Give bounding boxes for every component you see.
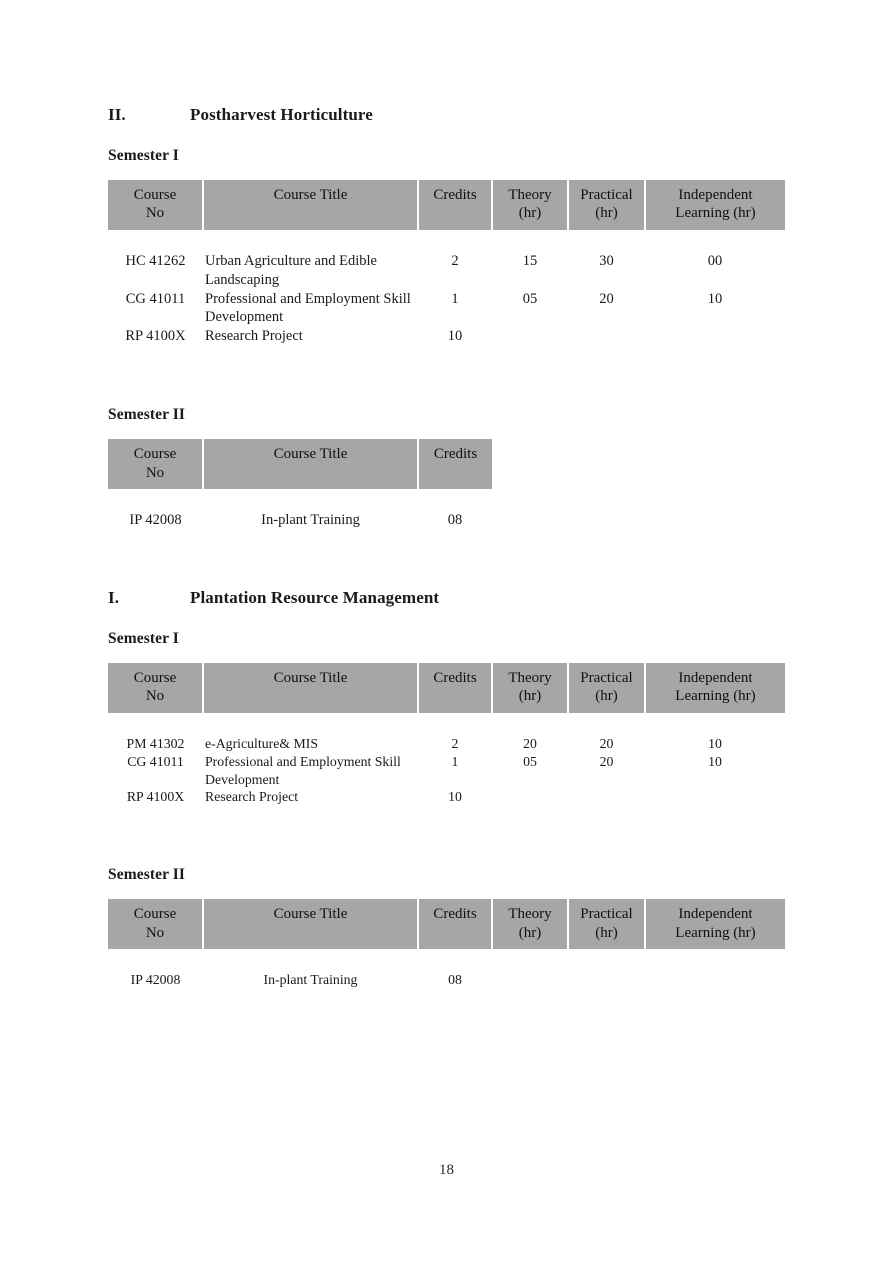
table-spacer-row — [108, 949, 785, 971]
section-numeral: II. — [108, 105, 126, 124]
cell-theory: 05 — [492, 290, 568, 328]
section-numeral: I. — [108, 587, 120, 607]
cell-course-title: Professional and Employment Skill Development — [203, 753, 418, 789]
cell-course-no: IP 42008 — [108, 971, 203, 989]
table-spacer-row — [108, 230, 785, 252]
column-header-theory: Theory (hr) — [492, 899, 568, 949]
table-row — [108, 511, 492, 530]
page-content — [108, 105, 785, 989]
table-spacer-row — [108, 713, 785, 735]
cell-credits: 1 — [418, 290, 492, 328]
course-table-plantation-sem2 — [108, 899, 785, 989]
course-table-postharvest-sem1 — [108, 180, 785, 346]
section-title: Plantation Resource Management — [190, 587, 440, 607]
column-header-course-no: Course No — [108, 899, 203, 949]
page-number: 18 — [439, 1162, 454, 1178]
cell-practical — [568, 788, 645, 806]
table-row — [108, 252, 785, 290]
course-table-postharvest-sem2 — [108, 439, 492, 530]
semester-heading-1: Semester I — [108, 147, 179, 164]
table-row — [108, 327, 785, 346]
column-header-course-no: Course No — [108, 663, 203, 713]
column-header-independent-learning: Independent Learning (hr) — [645, 899, 785, 949]
cell-course-no: RP 4100X — [108, 788, 203, 806]
table-row — [108, 290, 785, 328]
cell-course-title: Urban Agriculture and Edible Landscaping — [203, 252, 418, 290]
cell-course-no: HC 41262 — [108, 252, 203, 290]
column-header-course-no: Course No — [108, 180, 203, 230]
cell-practical: 20 — [568, 290, 645, 328]
column-header-practical: Practical (hr) — [568, 899, 645, 949]
column-header-theory: Theory (hr) — [492, 180, 568, 230]
cell-independent: 10 — [645, 735, 785, 753]
table-row — [108, 971, 785, 989]
table-header-row — [108, 180, 785, 230]
cell-course-title: e-Agriculture& MIS — [203, 735, 418, 753]
table-row — [108, 735, 785, 753]
column-header-practical: Practical (hr) — [568, 663, 645, 713]
cell-course-no: CG 41011 — [108, 290, 203, 328]
cell-independent: 10 — [645, 753, 785, 789]
cell-theory — [492, 327, 568, 346]
column-header-credits: Credits — [418, 899, 492, 949]
cell-credits: 08 — [418, 511, 492, 530]
column-header-credits: Credits — [418, 439, 492, 489]
semester-heading-3: Semester I — [108, 629, 179, 647]
column-header-course-title: Course Title — [203, 180, 418, 230]
table-header-row — [108, 663, 785, 713]
cell-theory — [492, 788, 568, 806]
section-heading-postharvest-horticulture — [108, 105, 785, 125]
cell-course-title: Research Project — [203, 788, 418, 806]
cell-practical — [568, 327, 645, 346]
cell-independent — [645, 788, 785, 806]
cell-independent — [645, 971, 785, 989]
cell-course-title: In-plant Training — [203, 511, 418, 530]
course-table-plantation-sem1 — [108, 663, 785, 807]
column-header-credits: Credits — [418, 180, 492, 230]
column-header-course-title: Course Title — [203, 663, 418, 713]
semester-heading-4: Semester II — [108, 866, 186, 884]
cell-credits: 2 — [418, 252, 492, 290]
column-header-independent-learning: Independent Learning (hr) — [645, 663, 785, 713]
cell-course-no: CG 41011 — [108, 753, 203, 789]
cell-theory: 15 — [492, 252, 568, 290]
table-spacer-row — [108, 489, 492, 511]
cell-theory: 05 — [492, 753, 568, 789]
cell-independent: 00 — [645, 252, 785, 290]
cell-credits: 10 — [418, 327, 492, 346]
cell-course-no: RP 4100X — [108, 327, 203, 346]
cell-practical: 30 — [568, 252, 645, 290]
section-heading-plantation-resource-management — [108, 588, 785, 608]
cell-course-no: IP 42008 — [108, 511, 203, 530]
section-title: Postharvest Horticulture — [190, 105, 373, 124]
table-row — [108, 753, 785, 789]
cell-credits: 2 — [418, 735, 492, 753]
cell-practical: 20 — [568, 735, 645, 753]
cell-independent: 10 — [645, 290, 785, 328]
column-header-theory: Theory (hr) — [492, 663, 568, 713]
cell-credits: 10 — [418, 788, 492, 806]
cell-theory — [492, 971, 568, 989]
cell-course-title: Professional and Employment Skill Development — [203, 290, 418, 328]
column-header-course-no: Course No — [108, 439, 203, 489]
cell-credits: 08 — [418, 971, 492, 989]
column-header-course-title: Course Title — [203, 439, 418, 489]
cell-credits: 1 — [418, 753, 492, 789]
cell-practical: 20 — [568, 753, 645, 789]
cell-course-title: In-plant Training — [203, 971, 418, 989]
cell-course-no: PM 41302 — [108, 735, 203, 753]
table-row — [108, 788, 785, 806]
table-header-row — [108, 899, 785, 949]
column-header-independent-learning: Independent Learning (hr) — [645, 180, 785, 230]
cell-independent — [645, 327, 785, 346]
column-header-course-title: Course Title — [203, 899, 418, 949]
table-header-row — [108, 439, 492, 489]
semester-heading-2: Semester II — [108, 406, 186, 424]
column-header-credits: Credits — [418, 663, 492, 713]
cell-practical — [568, 971, 645, 989]
cell-course-title: Research Project — [203, 327, 418, 346]
cell-theory: 20 — [492, 735, 568, 753]
column-header-practical: Practical (hr) — [568, 180, 645, 230]
